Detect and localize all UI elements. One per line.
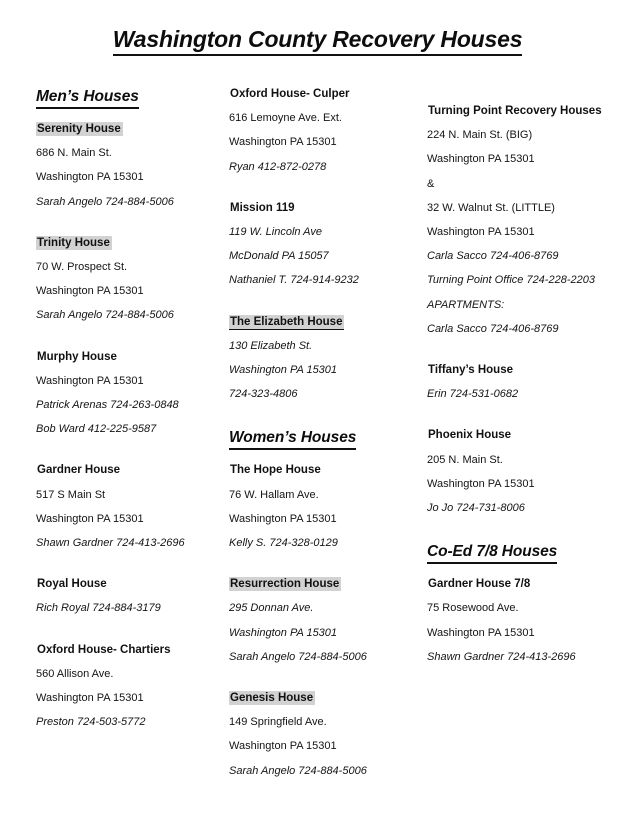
house-detail-line: &	[427, 177, 435, 190]
house-entry	[427, 578, 622, 664]
house-name	[36, 123, 221, 136]
house-detail-line: Washington PA 15301	[229, 512, 337, 525]
house-detail-line: 517 S Main St	[36, 488, 106, 501]
house-detail-line: Rich Royal 724-884-3179	[36, 602, 161, 615]
section-heading-mens	[36, 88, 221, 109]
house-detail-line: Bob Ward 412-225-9587	[36, 423, 157, 436]
house-detail-line: 686 N. Main St.	[36, 147, 112, 160]
house-entry	[36, 578, 221, 615]
house-name-text: Serenity House	[37, 123, 121, 135]
house-entry	[229, 692, 419, 778]
house-list-middle-top	[229, 88, 419, 401]
house-list-womens	[229, 464, 419, 777]
house-name	[427, 105, 622, 118]
house-entry	[427, 429, 622, 515]
house-list-coed	[427, 578, 622, 664]
house-detail-line: Erin 724-531-0682	[427, 388, 519, 401]
column-right	[427, 105, 622, 692]
house-name-text: Murphy House	[37, 350, 117, 363]
house-detail-line: Kelly S. 724-328-0129	[229, 536, 338, 549]
house-name-text: The Hope House	[230, 464, 321, 477]
house-name-text: Tiffany’s House	[428, 363, 513, 376]
house-name	[229, 692, 419, 705]
house-name	[427, 364, 622, 377]
house-entry	[229, 88, 419, 174]
house-detail-line: 205 N. Main St.	[427, 453, 503, 466]
house-detail-line: Washington PA 15301	[36, 512, 144, 525]
house-entry	[36, 464, 221, 550]
house-detail-line: 560 Allison Ave.	[36, 667, 114, 680]
house-name	[427, 429, 622, 442]
house-entry	[427, 364, 622, 401]
house-detail-line: Preston 724-503-5772	[36, 716, 146, 729]
house-detail-line: Sarah Angelo 724-884-5006	[36, 195, 174, 208]
house-detail-line: Turning Point Office 724-228-2203	[427, 274, 595, 287]
house-name	[427, 578, 622, 591]
house-detail-line: Washington PA 15301	[36, 285, 144, 298]
house-detail-line: Washington PA 15301	[229, 740, 337, 753]
section-heading-coed	[427, 543, 622, 564]
house-detail-line: APARTMENTS:	[427, 298, 505, 311]
house-entry	[36, 237, 221, 323]
house-detail-line: Shawn Gardner 724-413-2696	[427, 650, 576, 663]
house-name	[229, 316, 419, 329]
house-detail-line: 295 Donnan Ave.	[229, 602, 314, 615]
column-left	[36, 88, 221, 757]
house-detail-line: Carla Sacco 724-406-8769	[427, 250, 559, 263]
house-detail-line: 616 Lemoyne Ave. Ext.	[229, 112, 342, 125]
house-detail-line: 32 W. Walnut St. (LITTLE)	[427, 201, 555, 214]
house-detail-line: Washington PA 15301	[36, 691, 144, 704]
house-list-mens	[36, 123, 221, 729]
house-detail-line: 724-323-4806	[229, 388, 298, 401]
section-heading-womens	[229, 429, 419, 450]
house-detail-line: Washington PA 15301	[229, 136, 337, 149]
house-detail-line: Patrick Arenas 724-263-0848	[36, 398, 179, 411]
house-detail-line: Washington PA 15301	[229, 363, 338, 376]
house-detail-line: 119 W. Lincoln Ave	[229, 226, 322, 238]
house-entry	[36, 351, 221, 437]
page-title-text: Washington County Recovery Houses	[113, 26, 523, 56]
house-entry	[36, 123, 221, 209]
house-detail-line: Nathaniel T. 724-914-9232	[229, 274, 359, 287]
house-name-text: Gardner House	[37, 464, 121, 477]
house-name	[36, 351, 221, 364]
house-detail-line: 130 Elizabeth St.	[229, 339, 313, 352]
house-detail-line: Sarah Angelo 724-884-5006	[229, 764, 367, 777]
house-detail-line: Washington PA 15301	[427, 626, 535, 639]
house-entry	[427, 105, 622, 336]
section-heading-coed-text: Co-Ed 7/8 Houses	[427, 543, 557, 564]
house-detail-line: Washington PA 15301	[36, 374, 144, 387]
house-name-text: The Elizabeth House	[230, 315, 343, 328]
house-entry	[36, 644, 221, 730]
house-name	[229, 578, 419, 591]
section-heading-womens-text: Women’s Houses	[229, 429, 356, 450]
page-title	[0, 26, 635, 56]
house-entry	[229, 578, 419, 664]
house-detail-line: Jo Jo 724-731-8006	[427, 501, 525, 514]
column-middle	[229, 88, 419, 806]
house-detail-line: 224 N. Main St. (BIG)	[427, 129, 533, 142]
house-name-text: Turning Point Recovery Houses	[428, 105, 602, 117]
house-detail-line: Washington PA 15301	[36, 171, 144, 184]
house-name	[229, 202, 419, 215]
house-detail-line: 75 Rosewood Ave.	[427, 602, 519, 615]
house-detail-line: 149 Springfield Ave.	[229, 716, 327, 729]
house-entry	[229, 464, 419, 550]
house-name	[36, 237, 221, 250]
house-name	[36, 578, 221, 591]
house-detail-line: Washington PA 15301	[229, 626, 338, 639]
section-heading-mens-text: Men’s Houses	[36, 88, 139, 109]
house-name-text: Resurrection House	[230, 578, 340, 591]
house-name	[229, 88, 419, 101]
house-name-text: Royal House	[37, 578, 107, 591]
house-detail-line: Shawn Gardner 724-413-2696	[36, 536, 185, 549]
house-detail-line: Carla Sacco 724-406-8769	[427, 322, 559, 335]
house-detail-line: Sarah Angelo 724-884-5006	[36, 309, 174, 322]
house-name-text: Phoenix House	[428, 429, 512, 442]
house-entry	[229, 316, 419, 402]
house-name-text: Gardner House 7/8	[428, 578, 531, 591]
house-name-text: Genesis House	[230, 691, 314, 704]
house-detail-line: Ryan 412-872-0278	[229, 160, 327, 173]
house-name	[229, 464, 419, 477]
house-name	[36, 644, 221, 657]
house-name	[36, 464, 221, 477]
house-detail-line: Washington PA 15301	[427, 225, 535, 238]
house-detail-line: 70 W. Prospect St.	[36, 261, 128, 273]
house-list-right-top	[427, 105, 622, 515]
house-name-text: Trinity House	[37, 236, 110, 249]
house-entry	[229, 202, 419, 288]
house-name-text: Oxford House- Chartiers	[37, 643, 171, 656]
house-detail-line: Washington PA 15301	[427, 477, 535, 490]
house-name-text: Mission 119	[230, 201, 295, 214]
house-detail-line: 76 W. Hallam Ave.	[229, 488, 319, 501]
house-name-text: Oxford House- Culper	[230, 88, 350, 100]
house-detail-line: Sarah Angelo 724-884-5006	[229, 650, 367, 663]
house-detail-line: Washington PA 15301	[427, 153, 535, 166]
house-detail-line: McDonald PA 15057	[229, 250, 329, 263]
